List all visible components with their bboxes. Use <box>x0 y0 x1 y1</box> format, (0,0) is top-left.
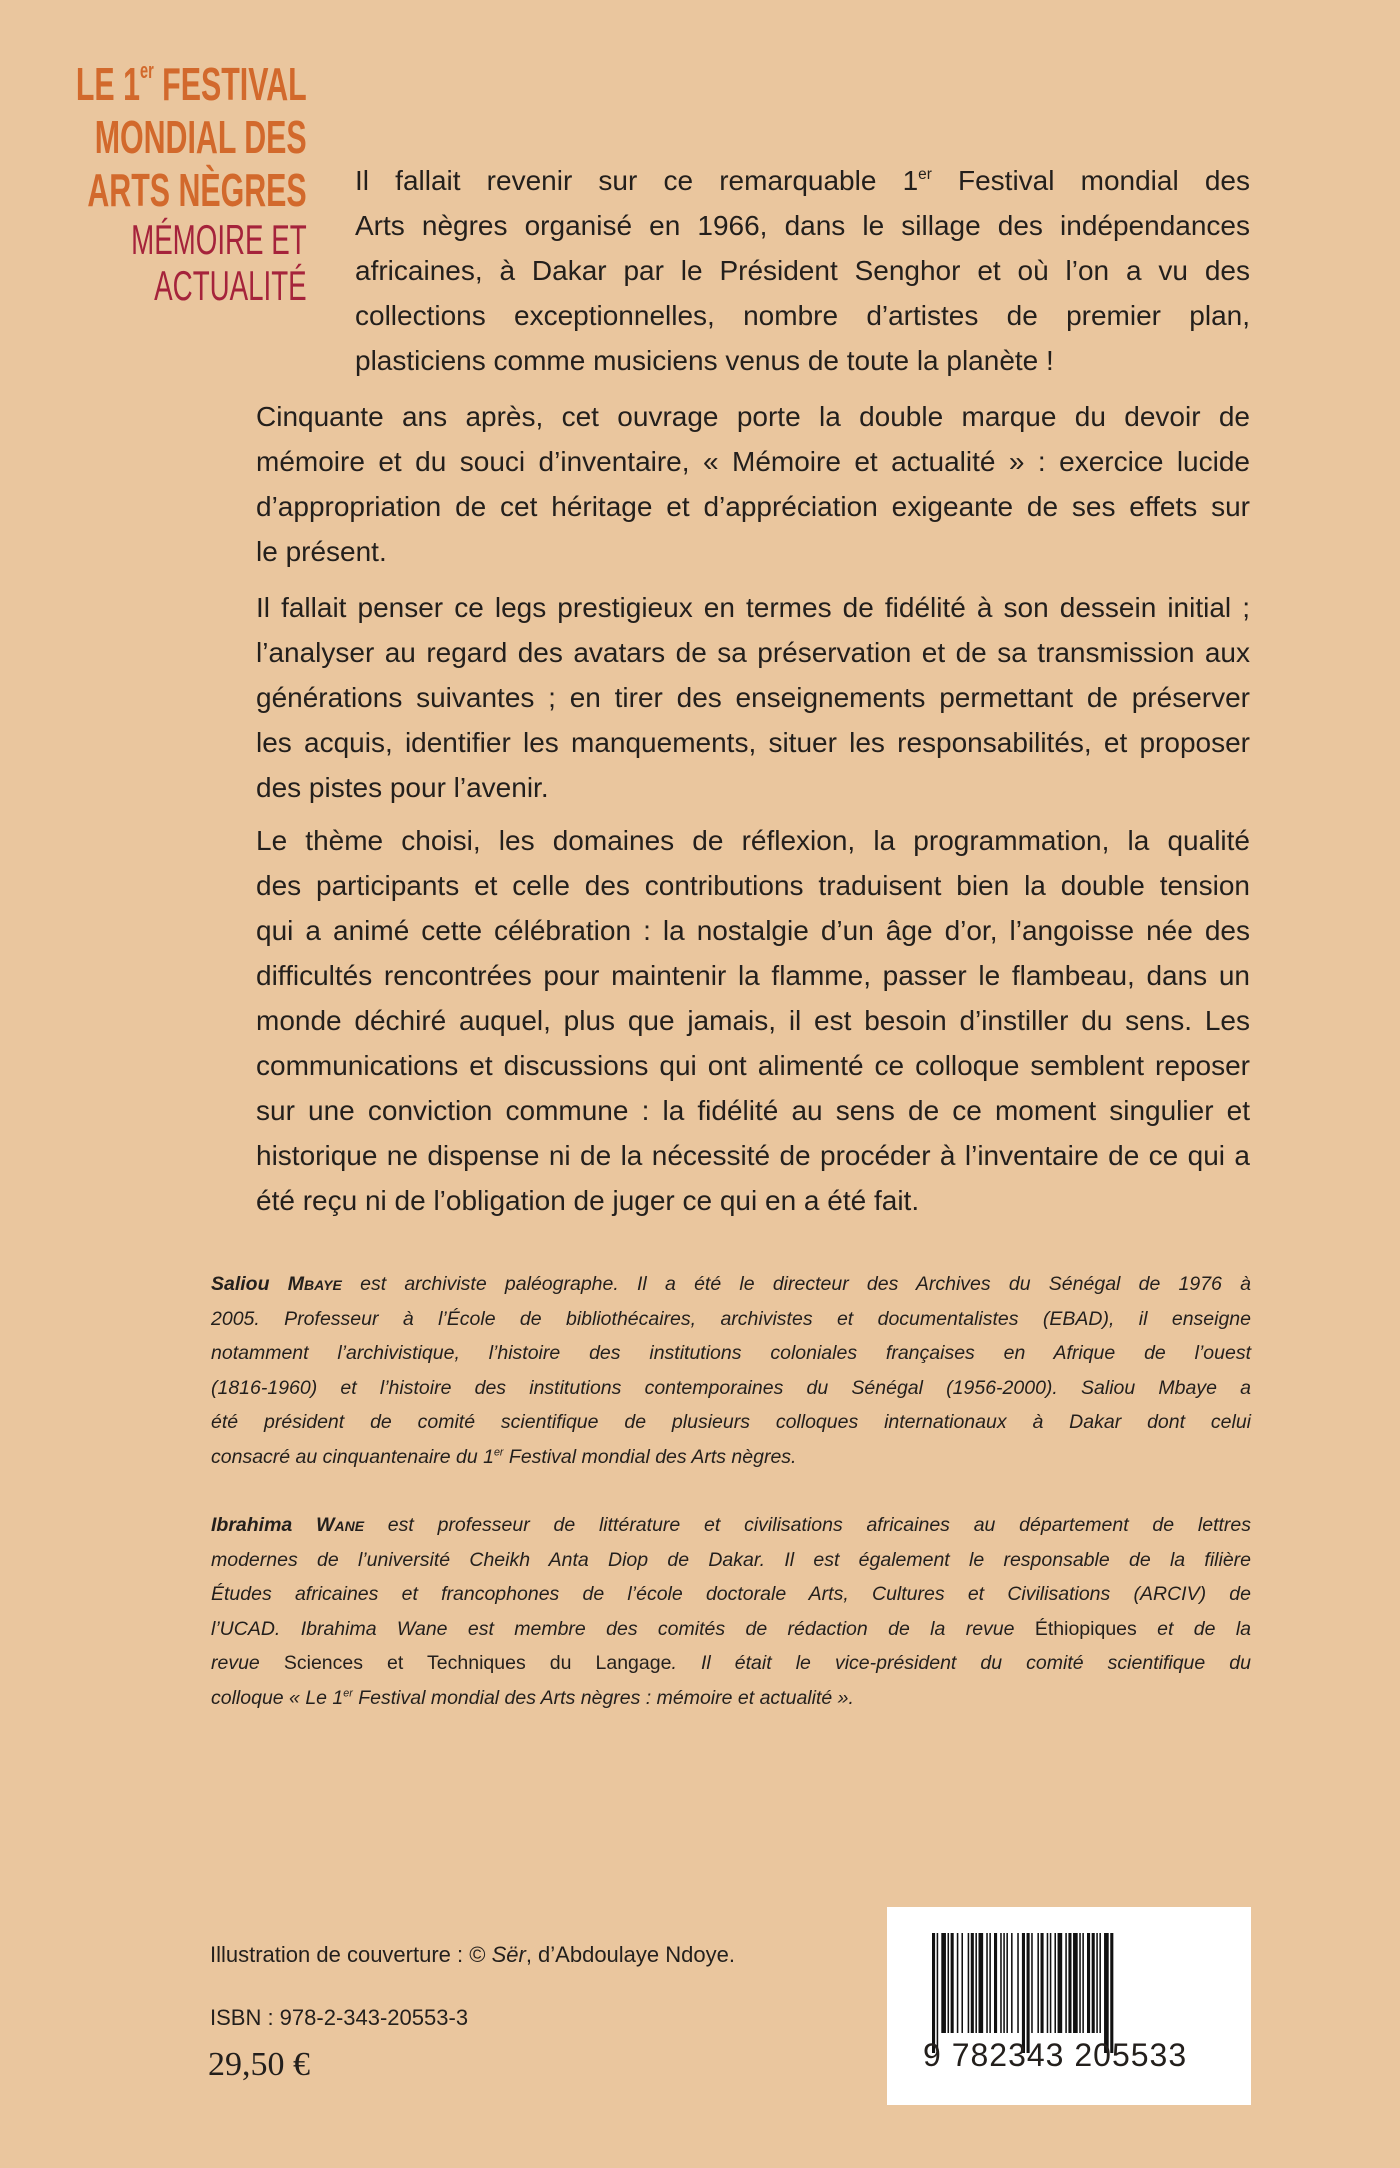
text-line <box>256 585 1250 630</box>
text-segment: collections exceptionnelles, nombre d’artistes de premier plan, <box>355 300 1250 331</box>
text-line <box>355 203 1250 248</box>
barcode-bar <box>1068 1933 1071 2033</box>
text-line <box>256 1043 1250 1088</box>
author-name: Ibrahima <box>211 1514 317 1536</box>
barcode-bar <box>951 1933 954 2033</box>
text-line <box>256 439 1250 484</box>
text-segment: er <box>493 1446 504 1458</box>
text-segment: d’appropriation de cet héritage et d’appréciation exigeante de ses effets sur <box>256 491 1250 522</box>
text-segment: Festival mondial des Arts nègres. <box>503 1445 797 1468</box>
text-segment: revue <box>211 1652 284 1674</box>
barcode-bar <box>961 1933 963 2033</box>
barcode-bar <box>932 1933 935 2053</box>
text-line <box>211 1371 1251 1406</box>
text-segment: qui a animé cette célébration : la nostalgie d’un âge d’or, l’angoisse née des <box>256 915 1250 946</box>
text-line <box>211 1267 1251 1302</box>
text-segment: Il fallait revenir sur ce remarquable 1 <box>355 165 919 196</box>
barcode-bar <box>968 1933 970 2033</box>
text-line <box>256 863 1250 908</box>
text-line <box>256 1178 1250 1223</box>
text-line <box>256 630 1250 675</box>
text-line <box>256 908 1250 953</box>
barcode-bar <box>1022 1933 1025 2053</box>
barcode-bar <box>1092 1933 1095 2033</box>
barcode-bar <box>1047 1933 1049 2033</box>
text-line <box>256 1088 1250 1133</box>
barcode-bar <box>1099 1933 1101 2033</box>
subtitle-line-2: ACTUALITÉ <box>154 262 307 309</box>
book-title <box>76 58 307 309</box>
barcode-bar <box>1027 1933 1030 2053</box>
barcode-bar <box>1073 1933 1078 2033</box>
text-segment: Études africaines et francophones de l’école doctorale Arts, Cultures et Civilisations (ARCIV) de <box>211 1583 1251 1605</box>
text-segment: mémoire et du souci d’inventaire, « Mémoire et actualité » : exercice lucide <box>256 446 1250 477</box>
barcode-bar <box>975 1933 977 2033</box>
text-line <box>355 158 1250 203</box>
author-bio <box>211 1267 1251 1474</box>
text-line <box>211 1336 1251 1371</box>
text-segment: Il fallait penser ce legs prestigieux en termes de fidélité à son dessein initial ; <box>256 592 1250 623</box>
text-segment: colloque « Le 1 <box>211 1686 344 1709</box>
text-line <box>211 1405 1251 1440</box>
barcode-bar <box>986 1933 988 2033</box>
barcode-bar <box>1017 1933 1019 2033</box>
text-segment: africaines, à Dakar par le Président Senghor et où l’on a vu des <box>355 255 1250 286</box>
text-line <box>355 248 1250 293</box>
text-line <box>256 529 1250 574</box>
text-segment: les acquis, identifier les manquements, situer les responsabilités, et proposer <box>256 727 1250 758</box>
text-segment: consacré au cinquantenaire du 1 <box>211 1445 494 1468</box>
text-line <box>256 765 1250 810</box>
text-segment: 2005. Professeur à l’École de bibliothécaires, archivistes et documentalistes (EBAD), il enseigne <box>211 1307 1251 1330</box>
text-segment: Cinquante ans après, cet ouvrage porte la double marque du devoir de <box>256 401 1250 432</box>
text-segment: . Il était le vice-président du comité scientifique du <box>671 1652 1251 1674</box>
author-name: Mbaye <box>287 1273 342 1295</box>
text-line <box>211 1681 1251 1716</box>
text-line <box>211 1508 1251 1543</box>
barcode-bar <box>1054 1933 1056 2033</box>
text-line <box>256 720 1250 765</box>
text-segment: été président de comité scientifique de plusieurs colloques internationaux à Dakar dont celui <box>211 1411 1251 1433</box>
text-line <box>355 293 1250 338</box>
text-line <box>256 675 1250 720</box>
text-segment: Arts nègres organisé en 1966, dans le sillage des indépendances <box>355 210 1250 241</box>
text-segment: Sciences et Techniques du Langage <box>283 1652 672 1674</box>
barcode-bar <box>1104 1933 1109 2053</box>
text-segment: historique ne dispense ni de la nécessité de procéder à l’inventaire de ce qui a <box>256 1140 1250 1171</box>
credit-text: , d’Abdoulaye Ndoye. <box>525 1942 735 1967</box>
text-segment: des pistes pour l’avenir. <box>256 772 549 803</box>
text-line <box>256 818 1250 863</box>
text-segment: l’analyser au regard des avatars de sa préservation et de sa transmission aux <box>256 637 1250 668</box>
text-segment: monde déchiré auquel, plus que jamais, il est besoin d’instiller du sens. Les <box>256 1005 1250 1036</box>
barcode-bars <box>932 1933 1207 2053</box>
text-line <box>211 1577 1251 1612</box>
text-segment: sur une conviction commune : la fidélité au sens de ce moment singulier et <box>256 1095 1250 1126</box>
text-segment: modernes de l’université Cheikh Anta Diop de Dakar. Il est également le responsable de la filière <box>211 1548 1251 1571</box>
blurb-paragraph <box>256 585 1250 810</box>
text-segment: Festival mondial des Arts nègres : mémoire et actualité ». <box>352 1686 854 1709</box>
barcode-bar <box>1011 1933 1013 2033</box>
artwork-title: Sër <box>491 1942 526 1967</box>
barcode-bar <box>1082 1933 1084 2033</box>
text-line <box>211 1646 1251 1681</box>
text-segment: été reçu ni de l’obligation de juger ce qui en a été fait. <box>256 1185 920 1216</box>
subtitle-line-1: MÉMOIRE ET <box>131 216 307 263</box>
text-line <box>211 1302 1251 1337</box>
barcode-bar <box>1006 1933 1008 2033</box>
credit-text: Illustration de couverture : © <box>210 1942 492 1967</box>
barcode-bar <box>1065 1933 1067 2033</box>
barcode-bar <box>1087 1933 1090 2033</box>
barcode-bar <box>979 1933 984 2033</box>
text-line <box>211 1612 1251 1647</box>
barcode-bar <box>1058 1933 1063 2033</box>
barcode-digits: 9 782343 205533 <box>923 2037 1188 2073</box>
barcode-bar <box>1079 1933 1081 2033</box>
text-segment: et de la <box>1136 1617 1251 1640</box>
text-line <box>256 998 1250 1043</box>
text-segment: plasticiens comme musiciens venus de toute la planète ! <box>355 345 1054 376</box>
text-segment: l’UCAD. Ibrahima Wane est membre des comités de rédaction de la revue <box>211 1617 1035 1640</box>
text-segment: Éthiopiques <box>1034 1617 1137 1640</box>
text-segment: le présent. <box>256 536 387 567</box>
text-segment: communications et discussions qui ont alimenté ce colloque semblent reposer <box>256 1050 1250 1081</box>
cover-illustration-credit <box>210 1942 735 1968</box>
title-text: FESTIVAL <box>154 58 307 110</box>
text-segment: est professeur de littérature et civilisations africaines au département de lettres <box>364 1514 1251 1536</box>
price: 29,50 € <box>208 2046 310 2083</box>
barcode-bar <box>1031 1933 1033 2033</box>
blurb-paragraph <box>355 158 1250 383</box>
text-segment: Festival mondial des <box>931 165 1250 196</box>
title-line-1 <box>76 58 307 111</box>
author-bio <box>211 1508 1251 1715</box>
title-line-3: ARTS NÈGRES <box>87 164 307 216</box>
text-segment: est archiviste paléographe. Il a été le directeur des Archives du Sénégal de 1976 à <box>341 1273 1251 1295</box>
barcode-bar <box>1000 1933 1002 2033</box>
text-line <box>256 953 1250 998</box>
text-line <box>256 484 1250 529</box>
author-name: Wane <box>316 1514 365 1536</box>
text-line <box>256 394 1250 439</box>
barcode-bar <box>941 1933 946 2033</box>
blurb-paragraph <box>256 818 1250 1223</box>
barcode-bar <box>971 1933 974 2033</box>
barcode-bar <box>1050 1933 1052 2033</box>
text-segment: er <box>918 166 932 184</box>
barcode-bar <box>1003 1933 1005 2033</box>
text-segment: difficultés rencontrées pour maintenir la flamme, passer le flambeau, dans un <box>256 960 1250 991</box>
title-text: LE 1 <box>76 58 141 110</box>
barcode-bar <box>957 1933 959 2033</box>
barcode-bar <box>1110 1933 1113 2053</box>
text-segment: (1816-1960) et l’histoire des institutions contemporaines du Sénégal (1956-2000). Saliou Mbaye a <box>211 1376 1251 1399</box>
isbn: ISBN : 978-2-343-20553-3 <box>210 2005 469 2030</box>
barcode-bar <box>989 1933 991 2033</box>
text-segment: er <box>343 1687 353 1699</box>
text-segment: générations suivantes ; en tirer des enseignements permettant de préserver <box>256 682 1250 713</box>
title-line-2: MONDIAL DES <box>95 111 307 163</box>
blurb-paragraph <box>256 394 1250 574</box>
barcode-bar <box>1037 1933 1039 2033</box>
text-segment: Le thème choisi, les domaines de réflexion, la programmation, la qualité <box>256 825 1250 856</box>
barcode-bar <box>948 1933 950 2033</box>
barcode <box>887 1907 1251 2105</box>
title-superscript: er <box>140 58 155 83</box>
text-line <box>355 338 1250 383</box>
barcode-bar <box>1041 1933 1044 2033</box>
text-line <box>211 1440 1251 1475</box>
text-line <box>256 1133 1250 1178</box>
barcode-bar <box>994 1933 997 2033</box>
text-segment: des participants et celle des contributions traduisent bien la double tension <box>256 870 1250 901</box>
barcode-bar <box>1096 1933 1098 2033</box>
barcode-bar <box>937 1933 939 2053</box>
author-name: Saliou <box>211 1273 288 1295</box>
text-line <box>211 1543 1251 1578</box>
text-segment: notamment l’archivistique, l’histoire des institutions coloniales françaises en Afrique de l’ouest <box>211 1342 1251 1364</box>
